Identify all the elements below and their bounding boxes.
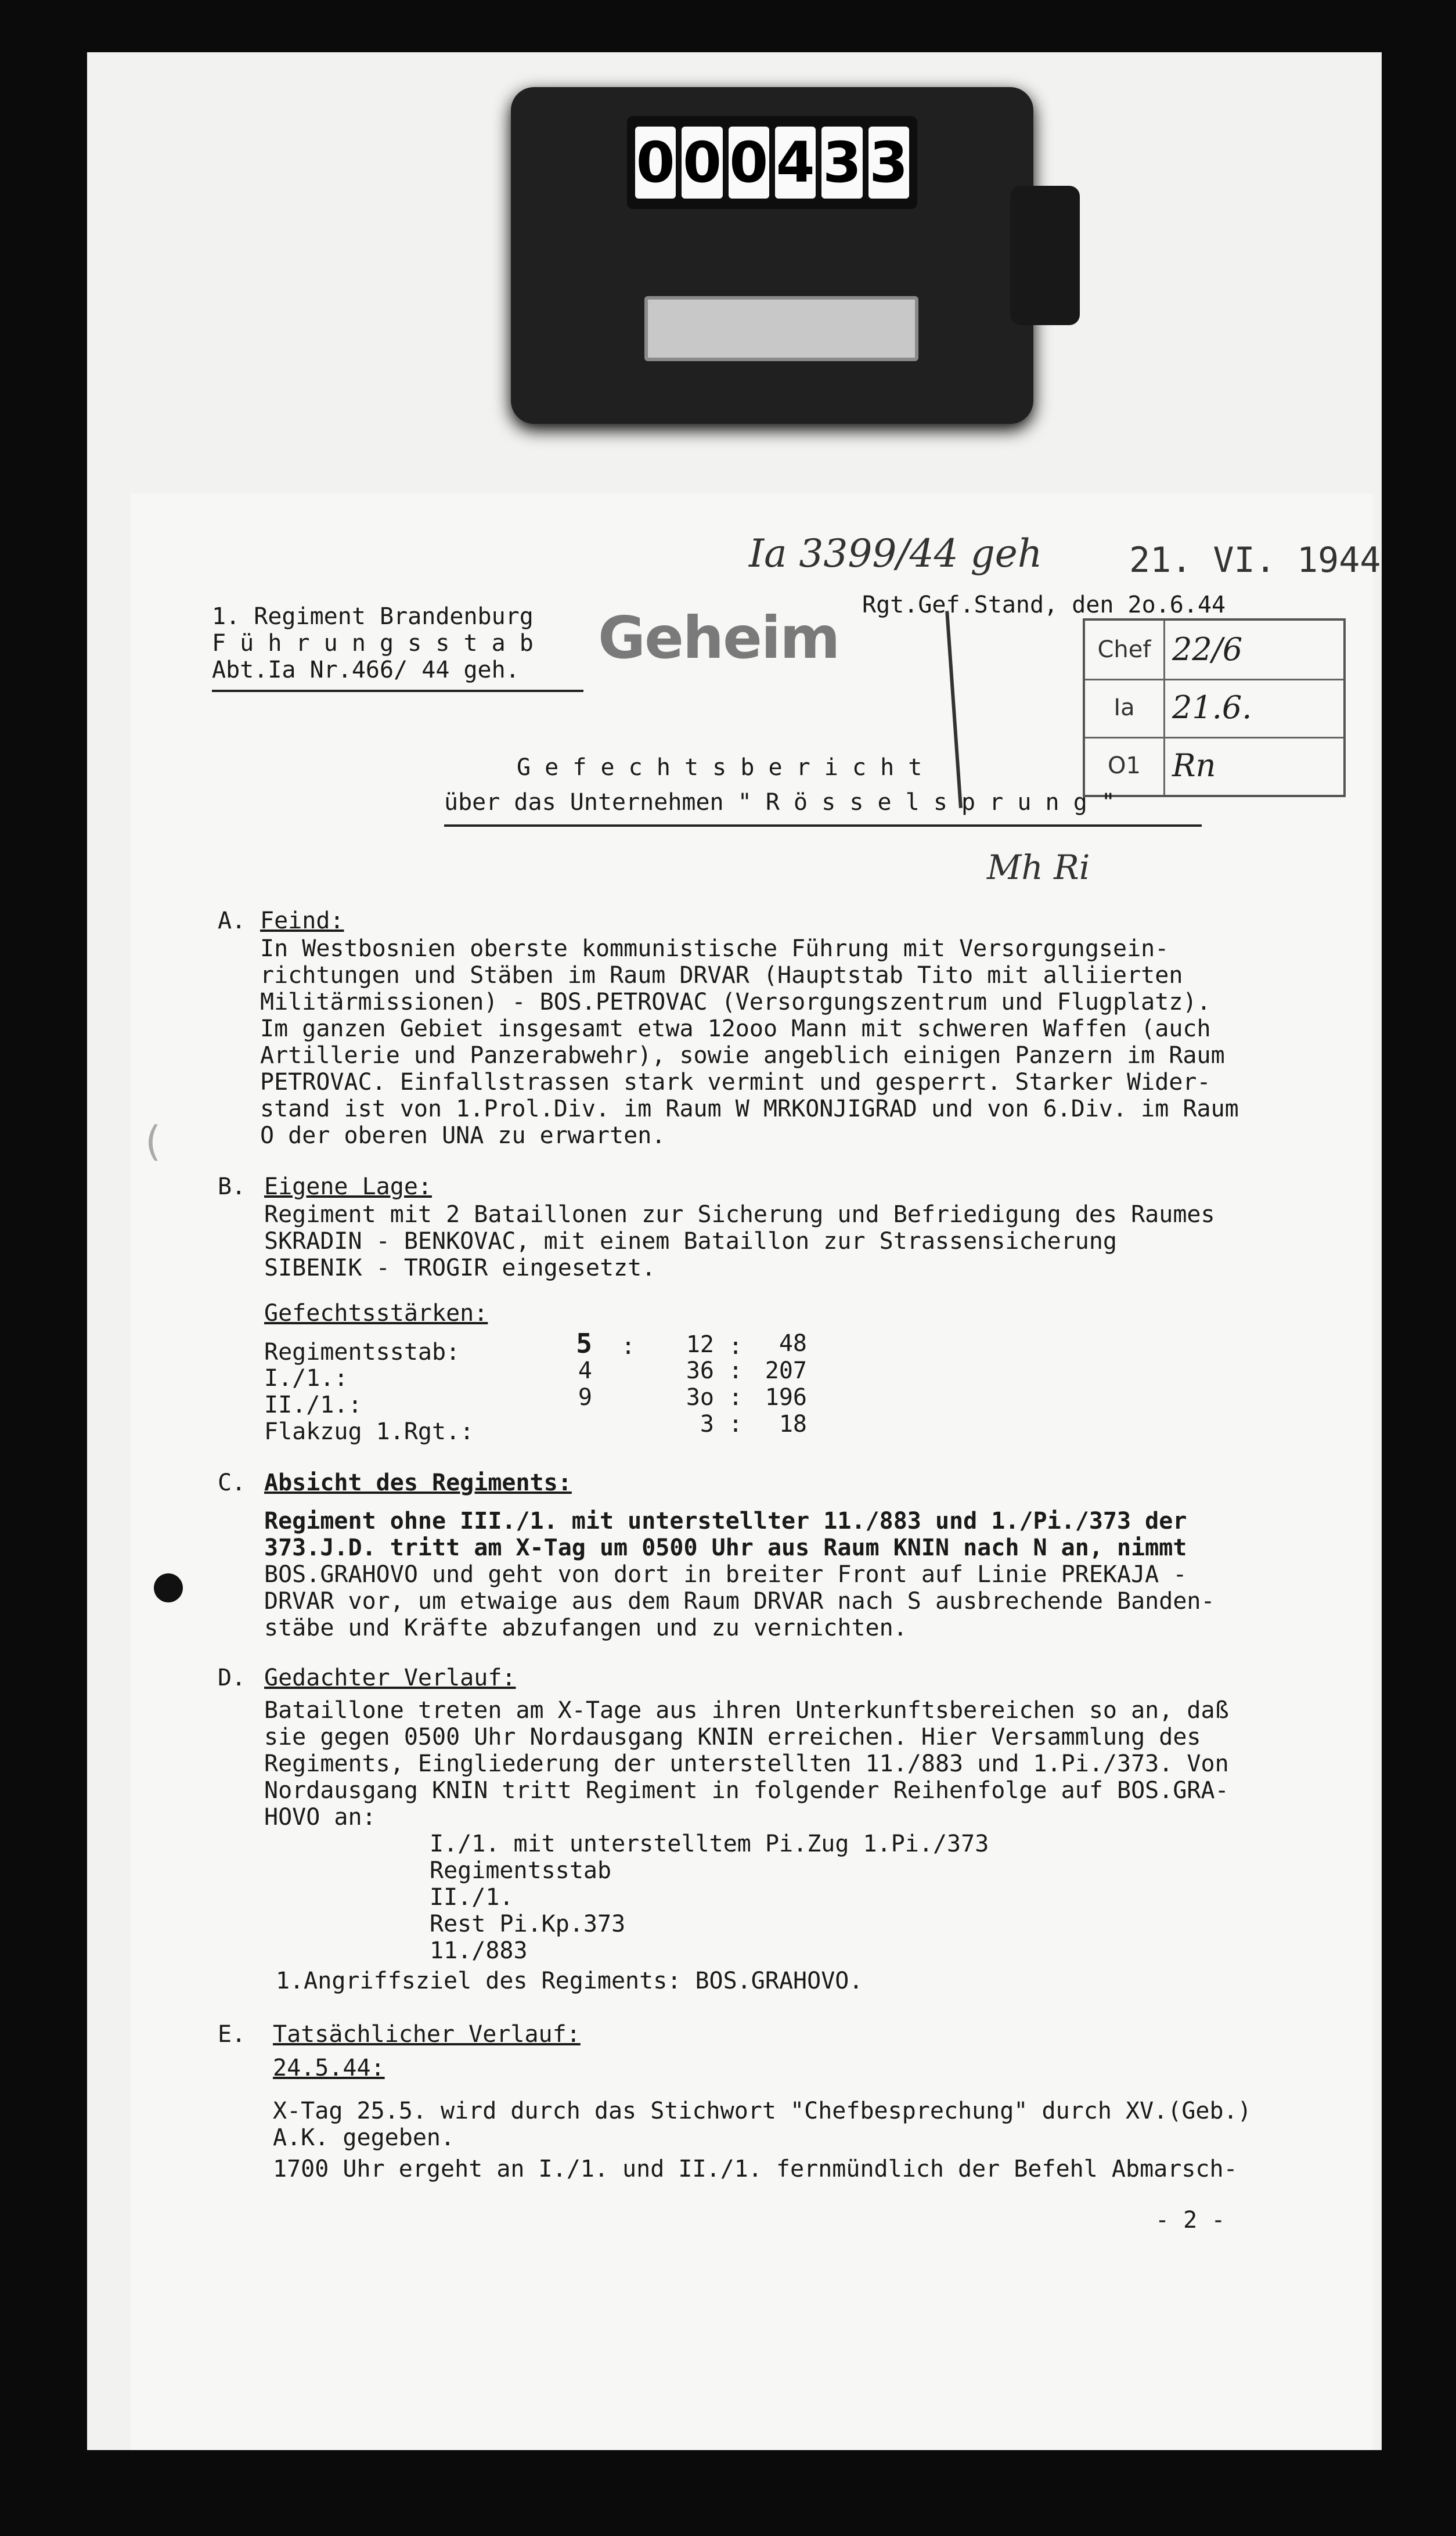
attack-target: 1.Angriffsziel des Regiments: BOS.GRAHOVO. — [276, 1968, 863, 1994]
text-line: Regiments, Eingliederung der unterstellten 11./883 und 1.Pi./373. Von — [264, 1750, 1229, 1777]
text-line: Nordausgang KNIN tritt Regiment in folgender Reihenfolge auf BOS.GRA- — [264, 1777, 1229, 1804]
strength-unit: I./1.: — [264, 1365, 348, 1392]
routing-row — [1085, 737, 1343, 795]
document-subtitle: über das Unternehmen " R ö s s e l s p r u n g " — [444, 789, 1115, 816]
counter-digit: 3 — [821, 127, 862, 199]
separator: : — [729, 1357, 743, 1384]
text-line: A.K. gegeben. — [273, 2124, 455, 2151]
counter-digit: 0 — [729, 127, 769, 199]
text-line: stand ist von 1.Prol.Div. im Raum W MRKONJIGRAD und von 6.Div. im Raum — [260, 1096, 1239, 1122]
strength-value: 3o — [686, 1384, 714, 1411]
text-line: 1700 Uhr ergeht an I./1. und II./1. fernmündlich der Befehl Abmarsch- — [273, 2156, 1238, 2182]
place-date: Rgt.Gef.Stand, den 2o.6.44 — [862, 592, 1226, 618]
title-underline — [444, 824, 1202, 827]
counter-digit: 0 — [682, 127, 722, 199]
text-line: stäbe und Kräfte abzufangen und zu vernichten. — [264, 1615, 907, 1641]
order-item: 11./883 — [430, 1937, 528, 1964]
order-item: I./1. mit unterstelltem Pi.Zug 1.Pi./373 — [430, 1831, 989, 1857]
text-line: SKRADIN - BENKOVAC, mit einem Bataillon zur Strassensicherung — [264, 1228, 1118, 1255]
text-line: BOS.GRAHOVO und geht von dort in breiter Front auf Linie PREKAJA - — [264, 1561, 1187, 1588]
entry-date: 24.5.44: — [273, 2055, 385, 2081]
text-line: richtungen und Stäben im Raum DRVAR (Hauptstab Tito mit alliierten — [260, 962, 1183, 989]
order-item: Regimentsstab — [430, 1857, 612, 1884]
text-line: SIBENIK - TROGIR eingesetzt. — [264, 1255, 656, 1281]
page-number: - 2 - — [1155, 2207, 1226, 2234]
text-line: X-Tag 25.5. wird durch das Stichwort "Chefbesprechung" durch XV.(Geb.) — [273, 2098, 1252, 2124]
routing-mark: 21.6. — [1172, 689, 1252, 726]
routing-mark: 22/6 — [1172, 631, 1243, 668]
counter-plate — [644, 296, 918, 361]
routing-label: Ia — [1085, 679, 1165, 737]
routing-label: Chef — [1085, 621, 1165, 679]
text-line: Artillerie und Panzerabwehr), sowie angeblich einigen Panzern im Raum — [260, 1042, 1225, 1069]
text-line: Regiment ohne III./1. mit unterstellter 11./883 und 1./Pi./373 der — [264, 1508, 1187, 1534]
counter-window — [627, 116, 917, 209]
routing-box — [1083, 618, 1346, 797]
section-heading: Eigene Lage: — [264, 1173, 432, 1200]
counter-digit: 3 — [868, 127, 909, 199]
strength-value: 3 — [700, 1411, 714, 1438]
text-line: HOVO an: — [264, 1804, 376, 1831]
section-label: A. — [218, 907, 246, 934]
counter-knob — [1010, 186, 1080, 325]
order-item: II./1. — [430, 1884, 514, 1911]
strength-value: 48 — [779, 1330, 807, 1357]
routing-row — [1085, 621, 1343, 680]
section-heading: Tatsächlicher Verlauf: — [273, 2021, 581, 2048]
strength-value: 207 — [765, 1357, 807, 1384]
separator: : — [729, 1333, 743, 1360]
text-line: 373.J.D. tritt am X-Tag um 0500 Uhr aus Raum KNIN nach N an, nimmt — [264, 1534, 1187, 1561]
text-line: Bataillone treten am X-Tage aus ihren Unterkunftsbereichen so an, daß — [264, 1697, 1229, 1724]
strength-value: 4 — [578, 1357, 592, 1384]
counter-digit: 0 — [635, 127, 676, 199]
text-line: PETROVAC. Einfallstrassen stark vermint und gesperrt. Starker Wider- — [260, 1069, 1211, 1096]
section-heading: Absicht des Regiments: — [264, 1469, 572, 1496]
strength-value: 9 — [578, 1384, 592, 1411]
strength-unit: II./1.: — [264, 1392, 362, 1418]
strength-unit: Regimentsstab: — [264, 1339, 460, 1366]
section-heading: Gedachter Verlauf: — [264, 1665, 516, 1691]
text-line: DRVAR vor, um etwaige aus dem Raum DRVAR nach S ausbrechende Banden- — [264, 1588, 1215, 1615]
section-label: B. — [218, 1173, 246, 1200]
header-underline — [212, 690, 583, 692]
section-label: E. — [218, 2021, 246, 2048]
strength-value: 196 — [765, 1384, 807, 1411]
geheim-stamp: Geheim — [598, 604, 839, 672]
strength-value: 36 — [686, 1357, 714, 1384]
strength-value: 12 — [686, 1331, 714, 1358]
strength-value: 5 — [576, 1328, 592, 1359]
routing-mark: Rn — [1172, 747, 1216, 784]
received-date-stamp: 21. VI. 1944 — [1129, 540, 1381, 581]
order-item: Rest Pi.Kp.373 — [430, 1911, 626, 1937]
text-line: Regiment mit 2 Bataillonen zur Sicherung und Befriedigung des Raumes — [264, 1201, 1215, 1228]
routing-label: O1 — [1085, 737, 1165, 795]
text-line: O der oberen UNA zu erwarten. — [260, 1122, 666, 1149]
staff-name: F ü h r u n g s s t a b — [212, 630, 534, 657]
separator: : — [729, 1384, 743, 1411]
frame-counter — [511, 87, 1086, 430]
handwritten-initials: Mh Ri — [987, 848, 1090, 887]
text-line: In Westbosnien oberste kommunistische Führung mit Versorgungsein- — [260, 935, 1169, 962]
reference-number: Abt.Ia Nr.466/ 44 geh. — [212, 657, 520, 683]
journal-number: Ia 3399/44 geh — [749, 531, 1043, 576]
subheading: Gefechtsstärken: — [264, 1300, 488, 1327]
strength-value: 18 — [779, 1411, 807, 1438]
text-line: Im ganzen Gebiet insgesamt etwa 12ooo Mann mit schweren Waffen (auch — [260, 1015, 1211, 1042]
text-line: sie gegen 0500 Uhr Nordausgang KNIN erreichen. Hier Versammlung des — [264, 1724, 1201, 1750]
document-title: G e f e c h t s b e r i c h t — [517, 754, 922, 781]
counter-digit: 4 — [775, 127, 816, 199]
section-label: C. — [218, 1469, 246, 1496]
unit-name: 1. Regiment Brandenburg — [212, 603, 534, 630]
text-line: Militärmissionen) - BOS.PETROVAC (Versorgungszentrum und Flugplatz). — [260, 989, 1211, 1015]
separator: : — [621, 1333, 636, 1360]
separator: : — [729, 1411, 743, 1438]
section-heading: Feind: — [260, 907, 344, 934]
faint-mark: ( — [145, 1118, 161, 1165]
routing-row — [1085, 679, 1343, 739]
punch-hole — [154, 1573, 183, 1602]
section-label: D. — [218, 1665, 246, 1691]
strength-unit: Flakzug 1.Rgt.: — [264, 1418, 474, 1445]
